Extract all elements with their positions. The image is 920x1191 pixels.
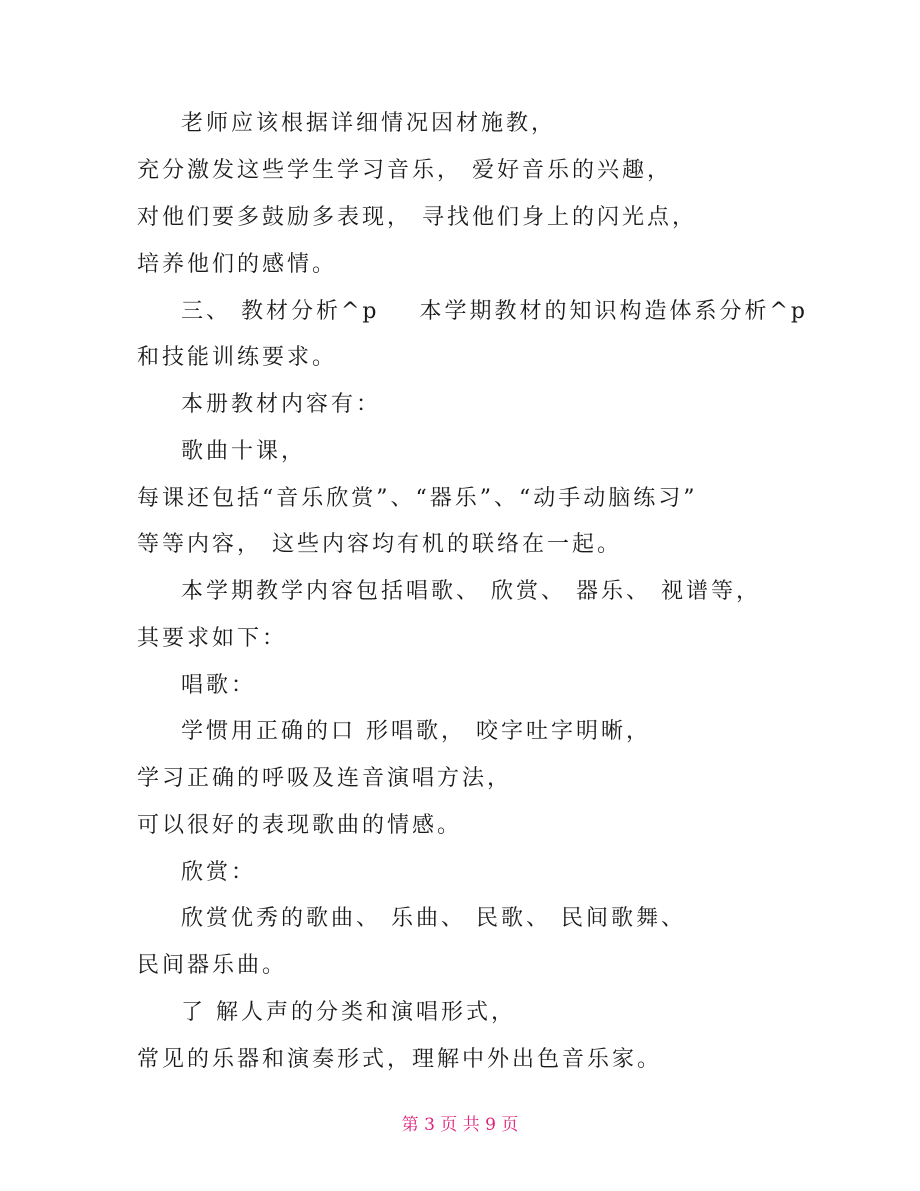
text-line: 欣赏： <box>181 860 257 885</box>
text-line: 培养他们的感情。 <box>137 252 338 277</box>
text-line: 充分激发这些学生学习音乐， 爱好音乐的兴趣， <box>137 158 672 183</box>
text-line: 学惯用正确的口 形唱歌， 咬字吐字明晰， <box>181 719 651 744</box>
text-line: 和技能训练要求。 <box>137 345 338 370</box>
text-line: 民间器乐曲。 <box>137 953 288 978</box>
text-line: 其要求如下： <box>137 626 288 651</box>
text-line: 老师应该根据详细情况因材施教， <box>181 111 557 136</box>
text-line: 等等内容， 这些内容均有机的联络在一起。 <box>137 532 622 557</box>
text-line: 唱歌： <box>181 673 257 698</box>
text-line: 每课还包括“音乐欣赏”、“器乐”、“动手动脑练习” <box>137 486 698 511</box>
text-line: 对他们要多鼓励多表现， 寻找他们身上的闪光点， <box>137 205 697 230</box>
text-line: 歌曲十课， <box>181 439 307 464</box>
text-line: 可以很好的表现歌曲的情感。 <box>137 813 463 838</box>
text-line: 本册教材内容有： <box>181 392 382 417</box>
text-line: 常见的乐器和演奏形式，理解中外出色音乐家。 <box>137 1047 663 1072</box>
text-line: 了 解人声的分类和演唱形式， <box>181 1000 516 1025</box>
text-line: 三、 教材分析^p 本学期教材的知识构造体系分析^p <box>181 299 809 324</box>
text-line: 本学期教学内容包括唱歌、 欣赏、 器乐、 视谱等， <box>181 579 761 604</box>
text-line: 学习正确的呼吸及连音演唱方法， <box>137 766 513 791</box>
page-number-footer: 第 3 页 共 9 页 <box>401 1115 519 1135</box>
text-line: 欣赏优秀的歌曲、 乐曲、 民歌、 民间歌舞、 <box>181 906 686 931</box>
